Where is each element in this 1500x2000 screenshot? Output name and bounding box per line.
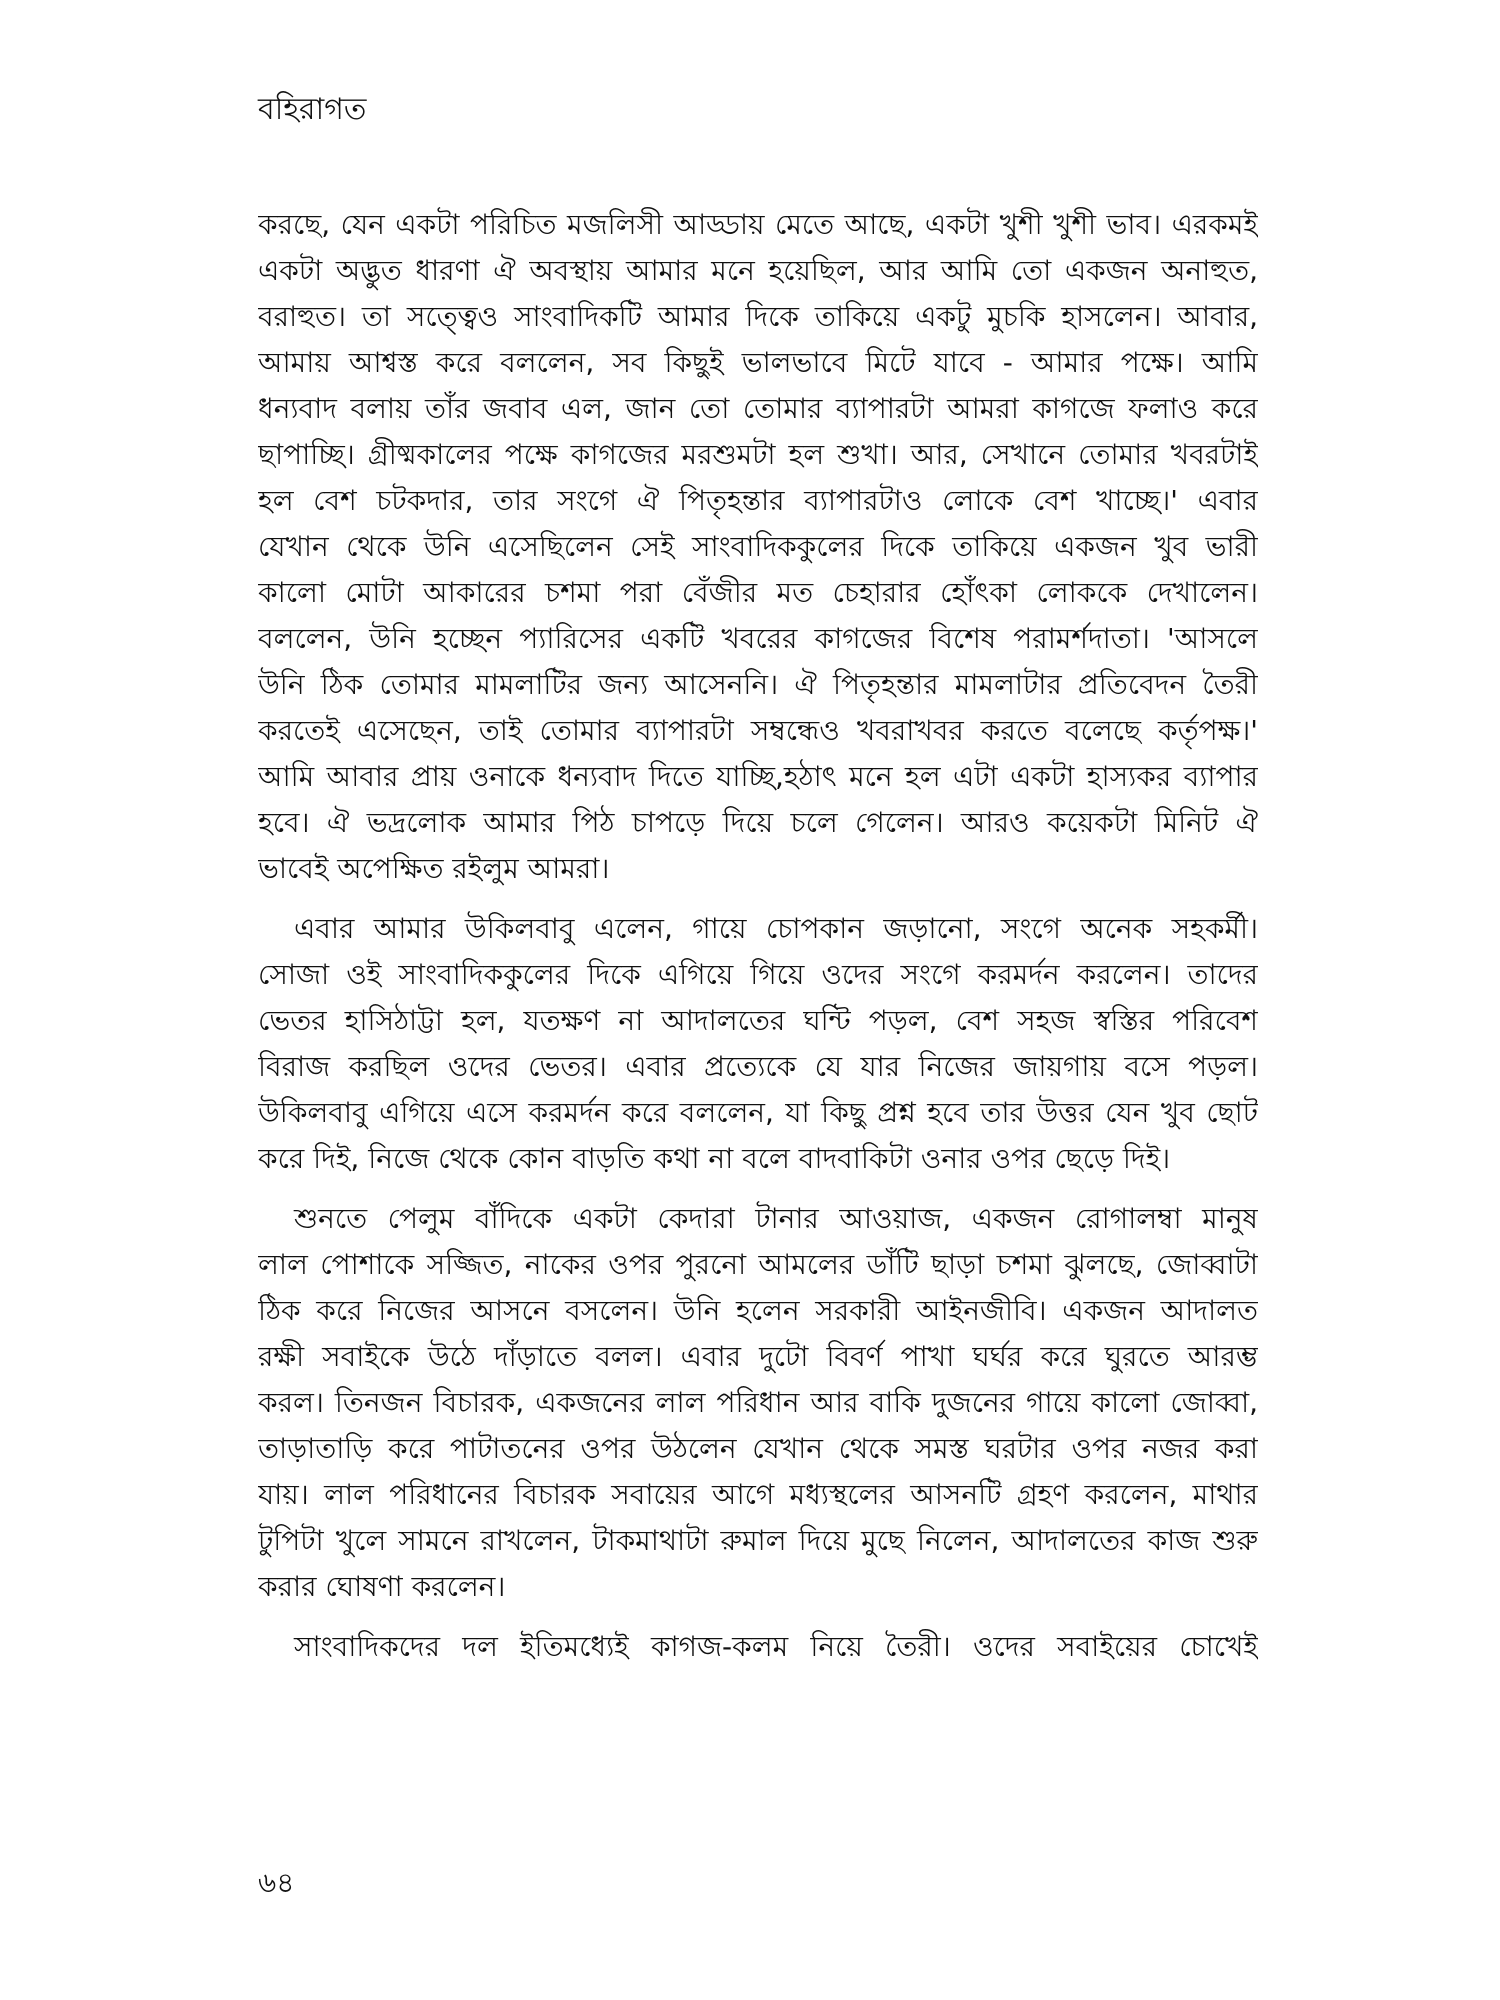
page-number: ৬৪ bbox=[258, 1866, 295, 1899]
paragraph-2 bbox=[258, 906, 1258, 1182]
paragraph-4 bbox=[258, 1624, 1258, 1670]
text-line: ছাপাচ্ছি। গ্রীষ্মকালের পক্ষে কাগজের মরশুমটা হল শুখা। আর, সেখানে তোমার খবরটাই bbox=[258, 438, 1258, 471]
body-text bbox=[258, 202, 1258, 1670]
text-line: ঠিক করে নিজের আসনে বসলেন। উনি হলেন সরকারী আইনজীবি। একজন আদালত bbox=[258, 1294, 1258, 1327]
text-line: এবার আমার উকিলবাবু এলেন, গায়ে চোপকান জড়ানো, সংগে অনেক সহকর্মী। bbox=[294, 912, 1258, 945]
text-line: রক্ষী সবাইকে উঠে দাঁড়াতে বলল। এবার দুটো বিবর্ণ পাখা ঘর্ঘর করে ঘুরতে আরম্ভ bbox=[258, 1340, 1258, 1373]
text-line: শুনতে পেলুম বাঁদিকে একটা কেদারা টানার আওয়াজ, একজন রোগালম্বা মানুষ bbox=[294, 1202, 1258, 1235]
text-line: কালো মোটা আকারের চশমা পরা বেঁজীর মত চেহারার হোঁৎকা লোককে দেখালেন। bbox=[258, 576, 1258, 609]
text-line: হল বেশ চটকদার, তার সংগে ঐ পিতৃহন্তার ব্যাপারটাও লোকে বেশ খাচ্ছে।' এবার bbox=[258, 484, 1258, 517]
text-line: বললেন, উনি হচ্ছেন প্যারিসের একটি খবরের কাগজের বিশেষ পরামর্শদাতা। 'আসলে bbox=[258, 622, 1258, 655]
paragraph-1 bbox=[258, 202, 1258, 892]
text-line: লাল পোশাকে সজ্জিত, নাকের ওপর পুরনো আমলের ডাঁটি ছাড়া চশমা ঝুলছে, জোব্বাটা bbox=[258, 1248, 1258, 1281]
text-line: করতেই এসেছেন, তাই তোমার ব্যাপারটা সম্বন্ধেও খবরাখবর করতে বলেছে কর্তৃপক্ষ।' bbox=[258, 714, 1258, 747]
text-line: বিরাজ করছিল ওদের ভেতর। এবার প্রত্যেকে যে যার নিজের জায়গায় বসে পড়ল। bbox=[258, 1050, 1258, 1083]
text-line: টুপিটা খুলে সামনে রাখলেন, টাকমাথাটা রুমাল দিয়ে মুছে নিলেন, আদালতের কাজ শুরু bbox=[258, 1524, 1258, 1557]
text-line: যেখান থেকে উনি এসেছিলেন সেই সাংবাদিককুলের দিকে তাকিয়ে একজন খুব ভারী bbox=[258, 530, 1258, 563]
text-line: বরাহুত। তা সত্ত্বেও সাংবাদিকটি আমার দিকে তাকিয়ে একটু মুচকি হাসলেন। আবার, bbox=[258, 300, 1258, 333]
text-line: আমায় আশ্বস্ত করে বললেন, সব কিছুই ভালভাবে মিটে যাবে - আমার পক্ষে। আমি bbox=[258, 346, 1258, 379]
text-line: করার ঘোষণা করলেন। bbox=[258, 1570, 506, 1603]
text-line: উনি ঠিক তোমার মামলাটির জন্য আসেননি। ঐ পিতৃহন্তার মামলাটার প্রতিবেদন তৈরী bbox=[258, 668, 1258, 701]
text-line: করছে, যেন একটা পরিচিত মজলিসী আড্ডায় মেতে আছে, একটা খুশী খুশী ভাব। এরকমই bbox=[258, 208, 1258, 241]
paragraph-3 bbox=[258, 1196, 1258, 1610]
text-line: হবে। ঐ ভদ্রলোক আমার পিঠ চাপড়ে দিয়ে চলে গেলেন। আরও কয়েকটা মিনিট ঐ bbox=[258, 806, 1258, 839]
text-line: আমি আবার প্রায় ওনাকে ধন্যবাদ দিতে যাচ্ছি,হঠাৎ মনে হল এটা একটা হাস্যকর ব্যাপার bbox=[258, 760, 1258, 793]
running-head: বহিরাগত bbox=[258, 92, 367, 127]
text-line: উকিলবাবু এগিয়ে এসে করমর্দন করে বললেন, যা কিছু প্রশ্ন হবে তার উত্তর যেন খুব ছোট bbox=[258, 1096, 1258, 1129]
text-line: ধন্যবাদ বলায় তাঁর জবাব এল, জান তো তোমার ব্যাপারটা আমরা কাগজে ফলাও করে bbox=[258, 392, 1258, 425]
text-line: সোজা ওই সাংবাদিককুলের দিকে এগিয়ে গিয়ে ওদের সংগে করমর্দন করলেন। তাদের bbox=[258, 958, 1258, 991]
text-line: সাংবাদিকদের দল ইতিমধ্যেই কাগজ-কলম নিয়ে তৈরী। ওদের সবাইয়ের চোখেই bbox=[294, 1630, 1258, 1663]
text-line: করল। তিনজন বিচারক, একজনের লাল পরিধান আর বাকি দুজনের গায়ে কালো জোব্বা, bbox=[258, 1386, 1258, 1419]
text-line: একটা অদ্ভুত ধারণা ঐ অবস্থায় আমার মনে হয়েছিল, আর আমি তো একজন অনাহুত, bbox=[258, 254, 1258, 287]
text-line: তাড়াতাড়ি করে পাটাতনের ওপর উঠলেন যেখান থেকে সমস্ত ঘরটার ওপর নজর করা bbox=[258, 1432, 1258, 1465]
text-line: ভাবেই অপেক্ষিত রইলুম আমরা। bbox=[258, 852, 610, 885]
text-line: যায়। লাল পরিধানের বিচারক সবায়ের আগে মধ্যস্থলের আসনটি গ্রহণ করলেন, মাথার bbox=[258, 1478, 1258, 1511]
text-line: করে দিই, নিজে থেকে কোন বাড়তি কথা না বলে বাদবাকিটা ওনার ওপর ছেড়ে দিই। bbox=[258, 1142, 1171, 1175]
text-line: ভেতর হাসিঠাট্টা হল, যতক্ষণ না আদালতের ঘন্টি পড়ল, বেশ সহজ স্বস্তির পরিবেশ bbox=[258, 1004, 1258, 1037]
